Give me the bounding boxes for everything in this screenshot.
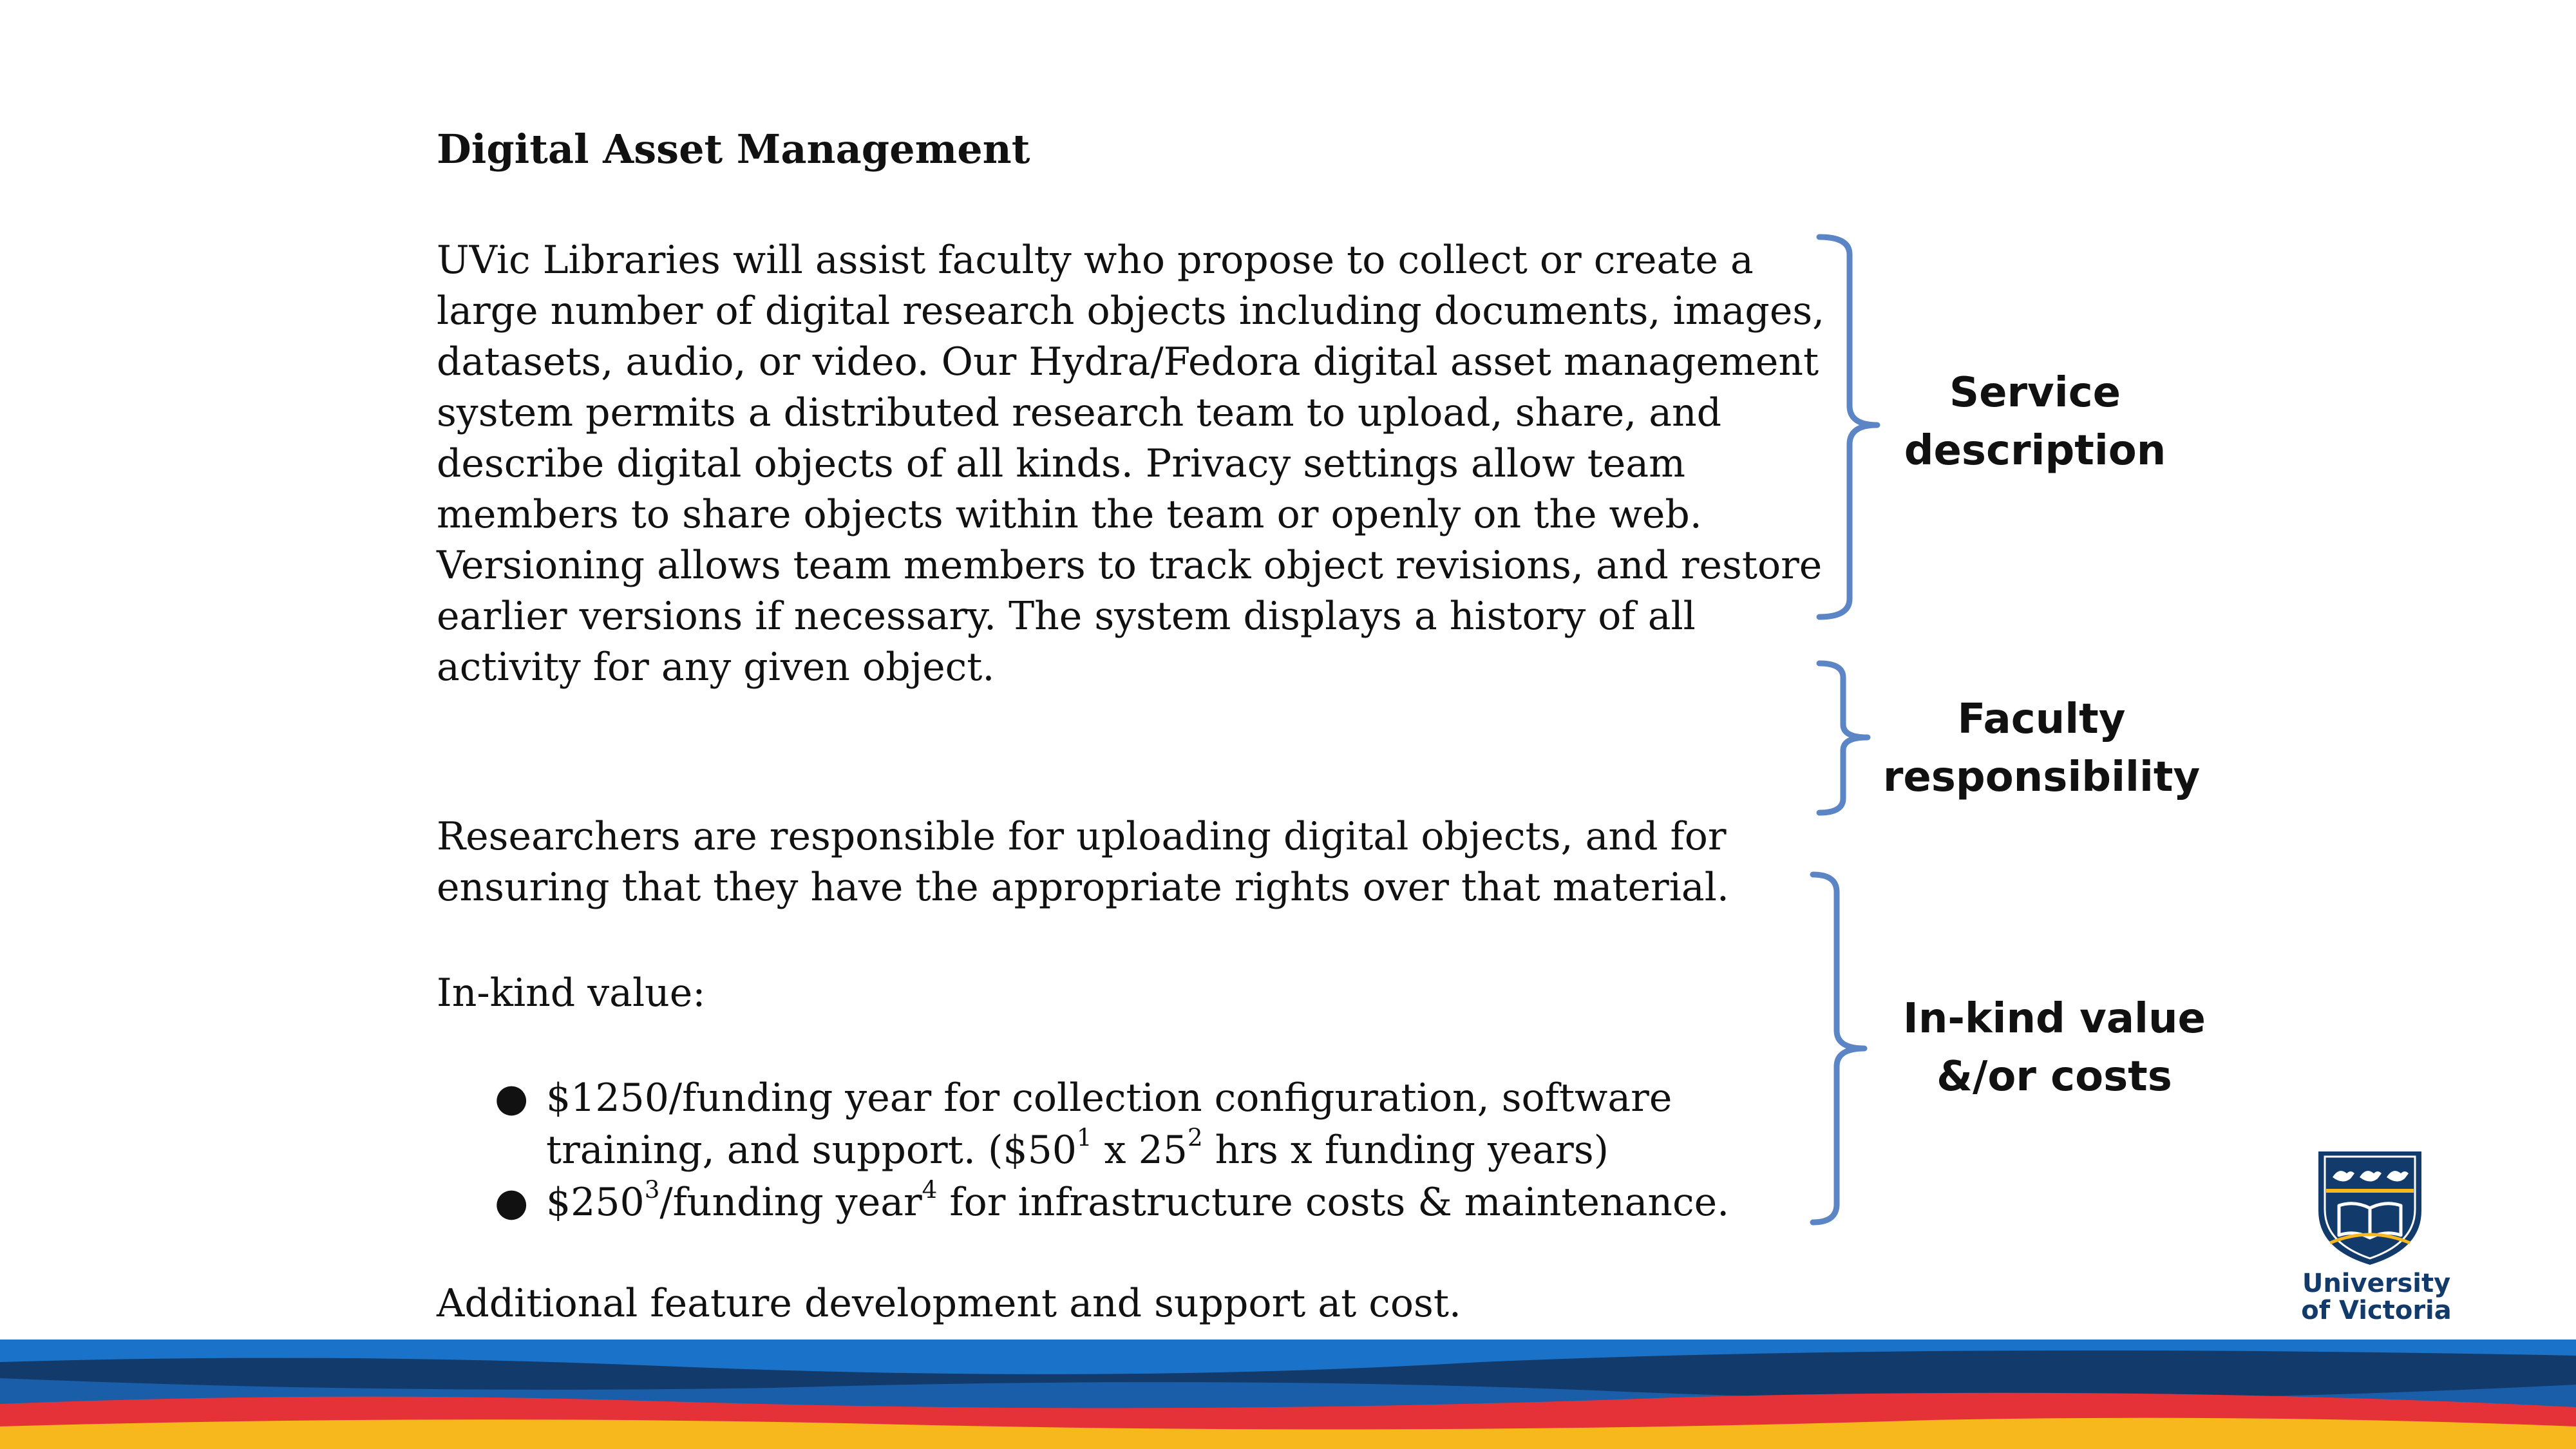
label-line: Service xyxy=(1949,369,2121,417)
bullet-text: $250 xyxy=(546,1180,645,1225)
bullet-icon: ● xyxy=(495,1075,529,1121)
faculty-bracket xyxy=(1819,663,1868,813)
inkind-heading: In-kind value: xyxy=(437,971,706,1016)
uvic-crest-icon xyxy=(2293,1146,2447,1269)
label-line: &/or costs xyxy=(1937,1053,2172,1101)
footnote-marker: 2 xyxy=(1187,1123,1203,1152)
faculty-responsibility-label xyxy=(1874,690,2209,806)
closing-paragraph: Additional feature development and support at cost. xyxy=(437,1281,1461,1326)
wordmark-line: of Victoria xyxy=(2301,1296,2452,1325)
footnote-marker: 1 xyxy=(1076,1123,1092,1152)
wordmark-line: University xyxy=(2302,1269,2451,1298)
footer-waves xyxy=(0,1340,2576,1449)
service-bracket xyxy=(1819,237,1877,617)
bullet-text: $1250/funding year for collection configuration, software training, and support. ($50 xyxy=(546,1075,1672,1173)
bullet-text: for infrastructure costs & maintenance. xyxy=(937,1180,1730,1225)
service-description-label xyxy=(1880,364,2190,480)
bullet-text: hrs x funding years) xyxy=(1202,1128,1609,1173)
label-line: description xyxy=(1904,427,2166,475)
bullet-text: x 25 xyxy=(1092,1128,1188,1173)
service-paragraph: UVic Libraries will assist faculty who propose to collect or create a large number of digital research objects including documents, images, datasets, audio, or video. Our Hydra/Fedora digital asset management system permits a distributed research team to upload, share, and describe digital objects of all kinds. Privacy settings allow team members to share objects within the team or openly on the web. Versioning allows team members to track object revisions, and restore earlier versions if necessary. The system displays a history of all activity for any given object. xyxy=(437,238,1825,690)
footnote-marker: 3 xyxy=(644,1175,660,1204)
bullet-icon: ● xyxy=(495,1180,529,1225)
label-line: responsibility xyxy=(1882,753,2201,801)
label-line: Faculty xyxy=(1957,696,2126,743)
uvic-wordmark xyxy=(2293,1270,2460,1324)
responsibility-paragraph: Researchers are responsible for uploading digital objects, and for ensuring that they have the appropriate rights over that material. xyxy=(437,814,1729,910)
label-line: In-kind value xyxy=(1903,995,2206,1043)
inkind-costs-label xyxy=(1874,990,2235,1106)
footnote-marker: 4 xyxy=(922,1175,938,1204)
document-title: Digital Asset Management xyxy=(437,126,1030,173)
inkind-bracket xyxy=(1813,875,1864,1222)
bullet-text: /funding year xyxy=(659,1180,922,1225)
